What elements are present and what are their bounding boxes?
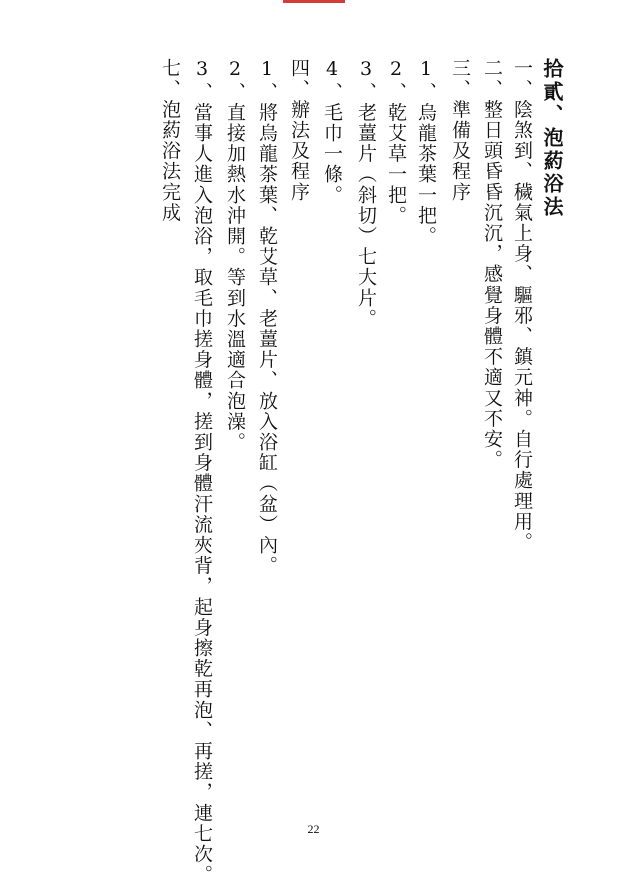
step-one: 1、將烏龍茶葉、乾艾草、老薑片、放入浴缸（盆）內。 — [256, 58, 278, 576]
step-two: 2、直接加熱水沖開。等到水溫適合泡澡。 — [224, 58, 246, 453]
item-two-symptoms: 二、整日頭昏昏沉沉，感覺身體不適又不安。 — [481, 58, 503, 470]
item-seven-complete: 七、泡葯浴法完成 — [159, 58, 181, 223]
item-four-heading: 四、辦法及程序 — [288, 58, 310, 203]
material-ginger-slices: 3、老薑片（斜切）七大片。 — [355, 58, 377, 329]
page-number: 22 — [307, 822, 320, 836]
material-oolong-tea: 1、烏龍茶葉一把。 — [415, 58, 437, 247]
section-title: 拾貳、泡葯浴法 — [540, 58, 564, 219]
item-three-heading: 三、準備及程序 — [449, 58, 471, 203]
material-dried-mugwort: 2、乾艾草一把。 — [385, 58, 407, 226]
item-one-purpose: 一、陰煞到、穢氣上身、驅邪、鎮元神。自行處理用。 — [511, 58, 533, 553]
step-three: 3、當事人進入泡浴，取毛巾搓身體，搓到身體汗流夾背，起身擦乾再泡、再搓，連七次。 — [191, 58, 213, 885]
material-towel: 4、毛巾一條。 — [321, 58, 343, 206]
